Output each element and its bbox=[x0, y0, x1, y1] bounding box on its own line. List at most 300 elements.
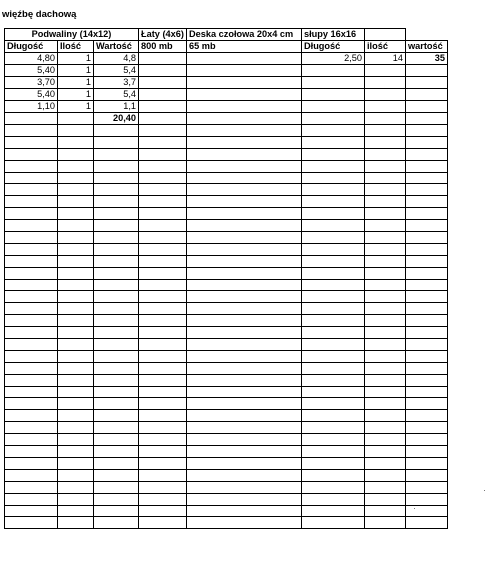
table-row bbox=[5, 77, 448, 89]
empty-cell bbox=[94, 350, 139, 362]
empty-row bbox=[5, 136, 448, 148]
empty-cell bbox=[365, 493, 406, 505]
empty-cell bbox=[302, 267, 365, 279]
empty-cell bbox=[365, 339, 406, 351]
empty-cell bbox=[58, 125, 94, 137]
empty-cell bbox=[406, 232, 448, 244]
empty-cell bbox=[94, 243, 139, 255]
empty-cell bbox=[406, 279, 448, 291]
empty-cell bbox=[365, 148, 406, 160]
empty-cell bbox=[139, 457, 187, 469]
empty-cell bbox=[5, 160, 58, 172]
empty-cell bbox=[139, 362, 187, 374]
timber-table bbox=[4, 28, 448, 529]
empty-cell bbox=[58, 279, 94, 291]
empty-cell bbox=[406, 160, 448, 172]
empty-cell bbox=[406, 303, 448, 315]
wartosc-cell: 1,1 bbox=[94, 101, 139, 113]
empty-cell bbox=[94, 386, 139, 398]
empty-cell bbox=[94, 184, 139, 196]
empty-cell bbox=[302, 410, 365, 422]
empty-cell bbox=[406, 125, 448, 137]
empty-cell bbox=[94, 196, 139, 208]
empty-cell bbox=[94, 422, 139, 434]
total-row bbox=[5, 113, 448, 125]
empty-cell bbox=[187, 446, 302, 458]
empty-cell bbox=[58, 481, 94, 493]
empty-cell bbox=[94, 505, 139, 517]
empty-cell bbox=[187, 65, 302, 77]
slupy-header-spacer bbox=[365, 29, 406, 41]
empty-cell bbox=[365, 434, 406, 446]
empty-cell bbox=[365, 77, 406, 89]
empty-row bbox=[5, 362, 448, 374]
empty-cell bbox=[139, 208, 187, 220]
empty-cell bbox=[5, 374, 58, 386]
empty-cell bbox=[139, 172, 187, 184]
empty-row bbox=[5, 398, 448, 410]
empty-cell bbox=[365, 291, 406, 303]
empty-cell bbox=[187, 481, 302, 493]
empty-cell bbox=[187, 469, 302, 481]
empty-cell bbox=[365, 255, 406, 267]
empty-cell bbox=[5, 208, 58, 220]
empty-cell bbox=[365, 125, 406, 137]
wartosc-cell: 4,8 bbox=[94, 53, 139, 65]
empty-cell bbox=[302, 255, 365, 267]
slupy-dlugosc-cell: 2,50 bbox=[302, 53, 365, 65]
empty-cell bbox=[94, 172, 139, 184]
empty-cell bbox=[58, 517, 94, 529]
empty-cell bbox=[94, 279, 139, 291]
empty-cell bbox=[406, 350, 448, 362]
empty-cell bbox=[406, 148, 448, 160]
empty-cell bbox=[302, 65, 365, 77]
scan-speck bbox=[414, 508, 415, 509]
empty-cell bbox=[302, 422, 365, 434]
empty-row bbox=[5, 303, 448, 315]
empty-cell bbox=[365, 220, 406, 232]
empty-cell bbox=[302, 362, 365, 374]
empty-cell bbox=[302, 315, 365, 327]
empty-cell bbox=[94, 398, 139, 410]
empty-cell bbox=[406, 446, 448, 458]
empty-cell bbox=[5, 196, 58, 208]
empty-cell bbox=[302, 136, 365, 148]
empty-cell bbox=[187, 410, 302, 422]
empty-cell bbox=[406, 255, 448, 267]
empty-cell bbox=[187, 339, 302, 351]
empty-row bbox=[5, 339, 448, 351]
empty-cell bbox=[187, 315, 302, 327]
ilosc-cell: 1 bbox=[58, 89, 94, 101]
empty-cell bbox=[302, 339, 365, 351]
empty-cell bbox=[302, 505, 365, 517]
empty-row bbox=[5, 267, 448, 279]
empty-row bbox=[5, 291, 448, 303]
empty-cell bbox=[187, 125, 302, 137]
empty-cell bbox=[5, 255, 58, 267]
empty-cell bbox=[5, 410, 58, 422]
scan-speck bbox=[484, 490, 485, 491]
empty-row bbox=[5, 505, 448, 517]
empty-cell bbox=[139, 160, 187, 172]
empty-cell bbox=[365, 136, 406, 148]
empty-cell bbox=[94, 517, 139, 529]
empty-row bbox=[5, 232, 448, 244]
header-blank bbox=[406, 29, 448, 41]
empty-cell bbox=[406, 136, 448, 148]
empty-row bbox=[5, 208, 448, 220]
empty-cell bbox=[406, 89, 448, 101]
empty-cell bbox=[187, 101, 302, 113]
empty-cell bbox=[139, 136, 187, 148]
empty-cell bbox=[139, 255, 187, 267]
empty-cell bbox=[58, 160, 94, 172]
table-row bbox=[5, 53, 448, 65]
wartosc-header: Wartość bbox=[94, 41, 139, 53]
empty-cell bbox=[5, 184, 58, 196]
empty-cell bbox=[58, 446, 94, 458]
empty-cell bbox=[58, 374, 94, 386]
empty-cell bbox=[5, 315, 58, 327]
empty-cell bbox=[406, 315, 448, 327]
empty-cell bbox=[187, 243, 302, 255]
empty-row bbox=[5, 469, 448, 481]
empty-cell bbox=[58, 362, 94, 374]
empty-cell bbox=[365, 517, 406, 529]
sheet-heading: więźbę dachową bbox=[2, 9, 77, 20]
empty-cell bbox=[302, 446, 365, 458]
empty-cell bbox=[58, 255, 94, 267]
empty-cell bbox=[5, 446, 58, 458]
empty-cell bbox=[365, 267, 406, 279]
empty-cell bbox=[94, 327, 139, 339]
empty-cell bbox=[94, 267, 139, 279]
empty-cell bbox=[94, 339, 139, 351]
empty-cell bbox=[187, 267, 302, 279]
deska-amount: 65 mb bbox=[187, 41, 302, 53]
empty-cell bbox=[187, 493, 302, 505]
empty-cell bbox=[302, 184, 365, 196]
empty-cell bbox=[365, 422, 406, 434]
empty-cell bbox=[187, 291, 302, 303]
empty-cell bbox=[139, 113, 187, 125]
empty-cell bbox=[302, 148, 365, 160]
group-header-row bbox=[5, 29, 448, 41]
empty-cell bbox=[94, 374, 139, 386]
empty-cell bbox=[365, 374, 406, 386]
empty-cell bbox=[365, 89, 406, 101]
empty-row bbox=[5, 279, 448, 291]
empty-cell bbox=[365, 410, 406, 422]
empty-cell bbox=[302, 172, 365, 184]
empty-cell bbox=[58, 339, 94, 351]
empty-row bbox=[5, 184, 448, 196]
empty-cell bbox=[187, 386, 302, 398]
dlugosc-cell: 5,40 bbox=[5, 65, 58, 77]
empty-cell bbox=[139, 89, 187, 101]
empty-cell bbox=[187, 505, 302, 517]
dlugosc-header: Długość bbox=[5, 41, 58, 53]
empty-cell bbox=[5, 457, 58, 469]
empty-cell bbox=[365, 362, 406, 374]
empty-cell bbox=[5, 362, 58, 374]
empty-cell bbox=[58, 434, 94, 446]
empty-cell bbox=[302, 517, 365, 529]
empty-cell bbox=[58, 113, 94, 125]
empty-cell bbox=[302, 374, 365, 386]
empty-row bbox=[5, 434, 448, 446]
empty-cell bbox=[302, 291, 365, 303]
empty-cell bbox=[139, 77, 187, 89]
empty-cell bbox=[58, 303, 94, 315]
empty-cell bbox=[94, 481, 139, 493]
empty-cell bbox=[5, 398, 58, 410]
empty-cell bbox=[302, 113, 365, 125]
empty-cell bbox=[187, 53, 302, 65]
empty-cell bbox=[5, 505, 58, 517]
empty-cell bbox=[187, 374, 302, 386]
empty-cell bbox=[139, 279, 187, 291]
empty-cell bbox=[139, 220, 187, 232]
ilosc-cell: 1 bbox=[58, 101, 94, 113]
empty-cell bbox=[94, 457, 139, 469]
empty-cell bbox=[365, 350, 406, 362]
empty-cell bbox=[58, 267, 94, 279]
empty-cell bbox=[139, 243, 187, 255]
empty-cell bbox=[302, 232, 365, 244]
empty-cell bbox=[302, 243, 365, 255]
empty-cell bbox=[187, 172, 302, 184]
empty-cell bbox=[5, 350, 58, 362]
ilosc-cell: 1 bbox=[58, 77, 94, 89]
empty-row bbox=[5, 350, 448, 362]
empty-cell bbox=[139, 315, 187, 327]
empty-cell bbox=[406, 339, 448, 351]
empty-row bbox=[5, 327, 448, 339]
empty-cell bbox=[139, 101, 187, 113]
empty-cell bbox=[406, 422, 448, 434]
empty-cell bbox=[5, 493, 58, 505]
empty-cell bbox=[5, 267, 58, 279]
empty-cell bbox=[302, 220, 365, 232]
empty-cell bbox=[139, 386, 187, 398]
empty-cell bbox=[406, 267, 448, 279]
empty-cell bbox=[187, 362, 302, 374]
ilosc-cell: 1 bbox=[58, 65, 94, 77]
empty-cell bbox=[139, 196, 187, 208]
empty-cell bbox=[187, 255, 302, 267]
empty-cell bbox=[58, 410, 94, 422]
slupy-wartosc-cell: 35 bbox=[406, 53, 448, 65]
empty-cell bbox=[187, 89, 302, 101]
empty-cell bbox=[406, 101, 448, 113]
empty-cell bbox=[139, 410, 187, 422]
empty-cell bbox=[5, 303, 58, 315]
empty-cell bbox=[94, 303, 139, 315]
empty-cell bbox=[94, 291, 139, 303]
table-row bbox=[5, 101, 448, 113]
empty-cell bbox=[58, 208, 94, 220]
slupy-wartosc-header: wartość bbox=[406, 41, 448, 53]
empty-row bbox=[5, 410, 448, 422]
empty-cell bbox=[94, 434, 139, 446]
empty-cell bbox=[302, 160, 365, 172]
empty-cell bbox=[5, 386, 58, 398]
wartosc-cell: 5,4 bbox=[94, 89, 139, 101]
empty-cell bbox=[406, 398, 448, 410]
empty-cell bbox=[302, 469, 365, 481]
empty-cell bbox=[365, 160, 406, 172]
empty-cell bbox=[365, 279, 406, 291]
empty-cell bbox=[365, 232, 406, 244]
empty-cell bbox=[139, 374, 187, 386]
empty-cell bbox=[139, 517, 187, 529]
empty-cell bbox=[365, 398, 406, 410]
empty-cell bbox=[187, 148, 302, 160]
slupy-ilosc-header: ilość bbox=[365, 41, 406, 53]
empty-cell bbox=[5, 172, 58, 184]
empty-cell bbox=[94, 493, 139, 505]
empty-cell bbox=[5, 220, 58, 232]
empty-cell bbox=[365, 101, 406, 113]
empty-row bbox=[5, 148, 448, 160]
empty-cell bbox=[5, 136, 58, 148]
empty-cell bbox=[58, 172, 94, 184]
empty-cell bbox=[406, 208, 448, 220]
empty-cell bbox=[139, 291, 187, 303]
empty-cell bbox=[58, 315, 94, 327]
empty-cell bbox=[302, 196, 365, 208]
empty-row bbox=[5, 160, 448, 172]
empty-cell bbox=[365, 113, 406, 125]
empty-cell bbox=[139, 398, 187, 410]
slupy-dlugosc-header: Długość bbox=[302, 41, 365, 53]
empty-cell bbox=[5, 243, 58, 255]
table-row bbox=[5, 65, 448, 77]
empty-cell bbox=[406, 77, 448, 89]
empty-cell bbox=[187, 422, 302, 434]
empty-cell bbox=[58, 350, 94, 362]
empty-cell bbox=[58, 148, 94, 160]
empty-cell bbox=[302, 398, 365, 410]
empty-cell bbox=[365, 208, 406, 220]
empty-cell bbox=[94, 148, 139, 160]
empty-row bbox=[5, 196, 448, 208]
deska-header: Deska czołowa 20x4 cm bbox=[187, 29, 302, 41]
empty-cell bbox=[139, 327, 187, 339]
empty-cell bbox=[5, 422, 58, 434]
empty-cell bbox=[58, 136, 94, 148]
empty-row bbox=[5, 315, 448, 327]
empty-cell bbox=[406, 220, 448, 232]
empty-cell bbox=[5, 291, 58, 303]
empty-row bbox=[5, 220, 448, 232]
empty-cell bbox=[5, 125, 58, 137]
empty-cell bbox=[302, 89, 365, 101]
empty-cell bbox=[187, 303, 302, 315]
empty-cell bbox=[406, 457, 448, 469]
empty-cell bbox=[302, 279, 365, 291]
empty-cell bbox=[406, 386, 448, 398]
empty-cell bbox=[302, 386, 365, 398]
empty-cell bbox=[139, 184, 187, 196]
empty-cell bbox=[365, 327, 406, 339]
empty-cell bbox=[139, 422, 187, 434]
empty-cell bbox=[5, 517, 58, 529]
empty-cell bbox=[94, 315, 139, 327]
empty-cell bbox=[406, 434, 448, 446]
empty-cell bbox=[139, 65, 187, 77]
empty-cell bbox=[406, 291, 448, 303]
empty-cell bbox=[5, 113, 58, 125]
empty-cell bbox=[365, 386, 406, 398]
empty-cell bbox=[94, 208, 139, 220]
empty-cell bbox=[94, 446, 139, 458]
empty-cell bbox=[139, 505, 187, 517]
empty-cell bbox=[406, 184, 448, 196]
empty-cell bbox=[302, 327, 365, 339]
empty-cell bbox=[94, 362, 139, 374]
empty-row bbox=[5, 172, 448, 184]
empty-cell bbox=[365, 184, 406, 196]
empty-cell bbox=[58, 291, 94, 303]
empty-cell bbox=[187, 398, 302, 410]
empty-cell bbox=[5, 148, 58, 160]
empty-cell bbox=[187, 184, 302, 196]
empty-cell bbox=[302, 101, 365, 113]
empty-cell bbox=[139, 267, 187, 279]
slupy-header: słupy 16x16 bbox=[302, 29, 365, 41]
empty-cell bbox=[406, 517, 448, 529]
empty-cell bbox=[139, 148, 187, 160]
empty-cell bbox=[139, 434, 187, 446]
empty-cell bbox=[302, 303, 365, 315]
empty-cell bbox=[365, 469, 406, 481]
empty-cell bbox=[365, 457, 406, 469]
empty-row bbox=[5, 493, 448, 505]
empty-cell bbox=[94, 232, 139, 244]
empty-row bbox=[5, 457, 448, 469]
empty-cell bbox=[365, 65, 406, 77]
empty-cell bbox=[302, 481, 365, 493]
podwaliny-total: 20,40 bbox=[94, 113, 139, 125]
empty-cell bbox=[94, 255, 139, 267]
empty-cell bbox=[406, 469, 448, 481]
podwaliny-header: Podwaliny (14x12) bbox=[5, 29, 139, 41]
empty-cell bbox=[187, 77, 302, 89]
empty-cell bbox=[187, 160, 302, 172]
empty-cell bbox=[5, 469, 58, 481]
empty-cell bbox=[139, 481, 187, 493]
empty-cell bbox=[58, 422, 94, 434]
wartosc-cell: 3,7 bbox=[94, 77, 139, 89]
empty-cell bbox=[139, 339, 187, 351]
empty-cell bbox=[187, 279, 302, 291]
empty-cell bbox=[187, 457, 302, 469]
empty-cell bbox=[187, 220, 302, 232]
empty-cell bbox=[5, 279, 58, 291]
empty-cell bbox=[139, 493, 187, 505]
empty-cell bbox=[139, 350, 187, 362]
empty-cell bbox=[94, 136, 139, 148]
empty-cell bbox=[187, 208, 302, 220]
empty-cell bbox=[187, 196, 302, 208]
empty-cell bbox=[94, 410, 139, 422]
empty-row bbox=[5, 374, 448, 386]
empty-cell bbox=[58, 327, 94, 339]
